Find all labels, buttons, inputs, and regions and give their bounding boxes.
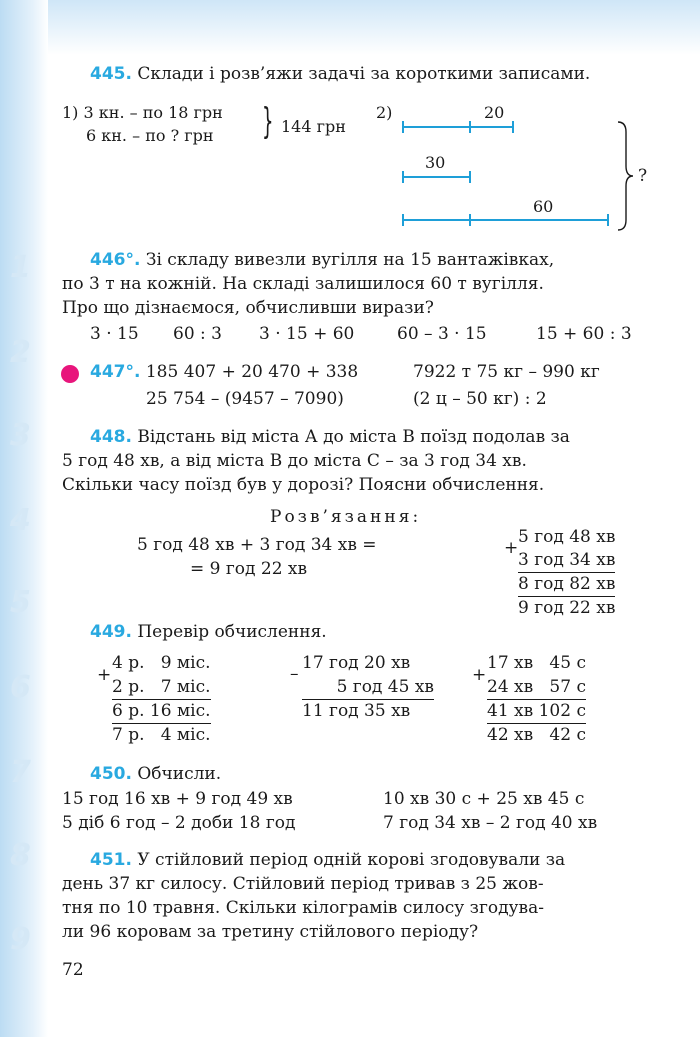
brace: } [262, 101, 274, 142]
column-row: 6 р. 16 міс. [112, 699, 211, 724]
right-brace [616, 120, 636, 232]
plus-sign: + [97, 665, 112, 685]
expression: 3 · 15 [90, 324, 139, 344]
problem-446-line1 [90, 248, 554, 272]
plus-sign: + [504, 538, 519, 558]
problem-446-line3: Про що дізнаємося, обчисливши вирази? [62, 298, 434, 318]
expression: 25 754 – (9457 – 7090) [146, 389, 344, 409]
problem-text: У стійловий період одній корові згодовували за [137, 850, 566, 870]
problem-451-line1 [90, 848, 565, 872]
segment-tick [607, 214, 609, 226]
problem-447-line1 [90, 360, 358, 384]
segment-bar [403, 176, 471, 178]
column-row: 9 год 22 хв [518, 598, 616, 618]
solution-line: = 9 год 22 хв [190, 559, 308, 579]
segment-tick [469, 214, 471, 226]
segment-label: 20 [484, 103, 505, 122]
problem-451-line4: ли 96 коровам за третину стійлового періоду? [62, 922, 479, 942]
expression: 60 : 3 [173, 324, 222, 344]
column-row: 2 р. 7 міс. [112, 675, 211, 700]
column-row: 42 хв 42 с [487, 725, 586, 745]
problem-text: Зі складу вивезли вугілля на 15 вантажівках, [145, 250, 555, 270]
expression: 5 діб 6 год – 2 доби 18 год [62, 813, 296, 833]
expression: 10 хв 30 с + 25 хв 45 с [383, 789, 585, 809]
problem-number: 449. [90, 622, 132, 642]
segment-tick [469, 171, 471, 183]
solution-title: Розв’язання: [270, 507, 422, 527]
problem-448-line1 [90, 425, 570, 449]
problem-450-heading [90, 762, 221, 786]
problem-448-line2: 5 год 48 хв, а від міста В до міста С – за 3 год 34 хв. [62, 451, 527, 471]
side-number: 9 [10, 922, 31, 957]
problem-text: Склади і розв’яжи задачі за короткими записами. [137, 64, 591, 84]
page-number: 72 [62, 960, 84, 980]
problem-number: 445. [90, 64, 132, 84]
problem-text: Перевір обчислення. [137, 622, 327, 642]
side-number: 4 [10, 503, 31, 538]
column-row: 4 р. 9 міс. [112, 653, 211, 673]
expression: 15 + 60 : 3 [536, 324, 632, 344]
problem-448-line3: Скільки часу поїзд був у дорозі? Поясни обчислення. [62, 475, 545, 495]
problem-446-line2: по 3 т на кожній. На складі залишилося 60 т вугілля. [62, 274, 544, 294]
expression: 7 год 34 хв – 2 год 40 хв [383, 813, 598, 833]
column-row: 17 хв 45 с [487, 653, 586, 673]
side-number: 7 [10, 755, 31, 790]
task-label: 1) [62, 103, 79, 122]
task1-line2: 6 кн. – по ? грн [86, 126, 214, 145]
column-row: 11 год 35 хв [302, 701, 411, 721]
expression: 3 · 15 + 60 [259, 324, 355, 344]
column-row: 8 год 82 хв [518, 572, 615, 597]
solution-line: 5 год 48 хв + 3 год 34 хв = [137, 535, 377, 555]
segment-tick [402, 121, 404, 133]
problem-451-line2: день 37 кг силосу. Стійловий період тривав з 25 жов- [62, 874, 544, 894]
problem-text: Обчисли. [137, 764, 222, 784]
side-number: 1 [10, 250, 31, 285]
segment-tick [469, 121, 471, 133]
expression: 7922 т 75 кг – 990 кг [413, 362, 600, 382]
problem-449-heading [90, 620, 327, 644]
column-row: 5 год 45 хв [302, 675, 434, 700]
expression: 60 – 3 · 15 [397, 324, 487, 344]
problem-445-heading [90, 62, 590, 86]
task1-line1 [62, 101, 223, 125]
problem-number: 447°. [90, 362, 141, 382]
side-number: 8 [10, 838, 31, 873]
task2-label: 2) [376, 103, 393, 122]
side-number: 3 [10, 418, 31, 453]
side-band [0, 0, 48, 1037]
plus-sign: + [472, 665, 487, 685]
column-row: 17 год 20 хв [302, 653, 411, 673]
problem-number: 451. [90, 850, 132, 870]
segment-label: 30 [425, 153, 446, 172]
side-number: 2 [10, 335, 31, 370]
segment-bar [403, 126, 514, 128]
top-band [0, 0, 700, 55]
task-text: 3 кн. – по 18 грн [83, 103, 223, 122]
expression: (2 ц – 50 кг) : 2 [413, 389, 547, 409]
column-row: 41 хв 102 с [487, 699, 586, 724]
segment-tick [512, 121, 514, 133]
column-row: 5 год 48 хв [518, 527, 616, 547]
segment-tick [402, 214, 404, 226]
brace-question: ? [638, 166, 648, 186]
expression: 185 407 + 20 470 + 338 [145, 362, 359, 382]
column-row: 7 р. 4 міс. [112, 725, 211, 745]
task1-total: 144 грн [281, 117, 346, 136]
problem-451-line3: тня по 10 травня. Скільки кілограмів силосу згодува- [62, 898, 545, 918]
expression: 15 год 16 хв + 9 год 49 хв [62, 789, 293, 809]
segment-label: 60 [533, 197, 554, 216]
column-row: 3 год 34 хв [518, 548, 615, 573]
bullet-marker [61, 365, 79, 383]
segment-tick [402, 171, 404, 183]
minus-sign: – [290, 664, 299, 684]
problem-text: Відстань від міста А до міста В поїзд подолав за [137, 427, 570, 447]
problem-number: 450. [90, 764, 132, 784]
column-row: 24 хв 57 с [487, 675, 586, 700]
problem-number: 446°. [90, 250, 141, 270]
segment-bar [403, 219, 609, 221]
side-number: 6 [10, 670, 31, 705]
problem-number: 448. [90, 427, 132, 447]
side-number: 5 [10, 585, 31, 620]
